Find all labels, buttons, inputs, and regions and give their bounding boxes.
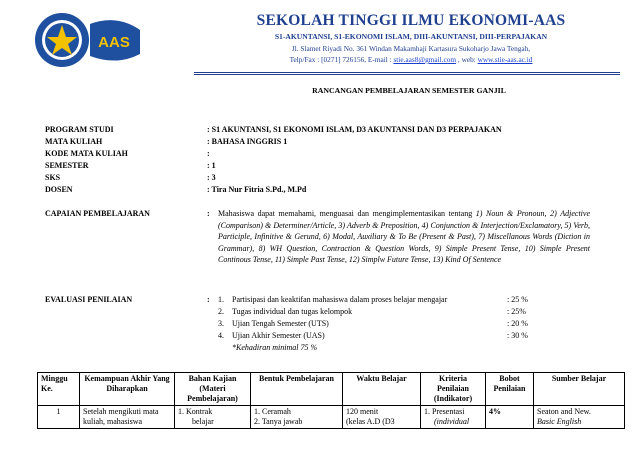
info-value: : 1	[207, 161, 216, 170]
info-value: : 3	[207, 173, 216, 182]
header-bobot: Bobot Penilaian	[486, 373, 534, 406]
cell-waktu	[343, 406, 421, 429]
header-bahan: Bahan Kajian (Materi Pembelajaran)	[175, 373, 251, 406]
outcomes-label: CAPAIAN PEMBELAJARAN	[45, 209, 150, 218]
bahan-line: 1. Kontrak	[178, 407, 213, 416]
outcomes-topics: 1) Noun & Pronoun, 2) Adjective (Comparison) & Determiner/Article, 3) Adverb & Preposition, 4) Conjunction & Interjection/Exclamatory, 5) Verb, Participle, Infinitive & Gerund, 6) Modal, Auxiliary & To Be (Present & Past), 7) Miscellanous Words (Diction in Grammar), 8) WH Question, Contraction & Question Words, 9) Simple Present Tense, 10) Simple Present Continous Tense, 11) Simple Past Tense, 12) Simplw Future Tense, 13) Kind Of Sentence	[218, 209, 591, 265]
assessment-label: EVALUASI PENILAIAN	[45, 295, 133, 304]
sumber-line: Basic English	[537, 417, 582, 426]
attendance-note: *Kehadiran minimal 75 %	[232, 343, 318, 352]
info-label: SEMESTER	[45, 161, 89, 170]
kriteria-line: 1. Presentasi	[424, 407, 465, 416]
item-number: 1.	[218, 295, 224, 304]
cell-kriteria	[421, 406, 486, 429]
waktu-line: 120 menit	[346, 407, 379, 416]
header-kemampuan: Kemampuan Akhir Yang Diharapkan	[80, 373, 175, 406]
sumber-line: Seaton and New.	[537, 407, 591, 416]
item-percent: : 25%	[507, 307, 526, 316]
programs-line: S1-AKUNTANSI, S1-EKONOMI ISLAM, DIII-AKUNTANSI, DIII-PERPAJAKAN	[274, 32, 548, 41]
table-header-row	[38, 373, 625, 406]
document-title: RANCANGAN PEMBELAJARAN SEMESTER GANJIL	[312, 86, 506, 95]
header-divider-2	[194, 74, 620, 75]
cell-minggu: 1	[38, 406, 80, 429]
outcomes-text	[218, 208, 590, 266]
kriteria-line: (individual	[434, 417, 470, 426]
waktu-line: (kelas A.D (D3	[346, 417, 395, 426]
item-number: 3.	[218, 319, 224, 328]
item-number: 2.	[218, 307, 224, 316]
info-value: : BAHASA INGGRIS 1	[207, 137, 288, 146]
rps-table	[37, 372, 625, 429]
bentuk-line: 1. Ceramah	[254, 407, 291, 416]
info-label: PROGRAM STUDI	[45, 125, 114, 134]
header-waktu: Waktu Belajar	[343, 373, 421, 406]
bahan-line: belajar	[192, 417, 214, 426]
institution-logo	[32, 10, 142, 70]
item-percent: : 20 %	[507, 319, 528, 328]
cell-bahan	[175, 406, 251, 429]
institution-title: SEKOLAH TINGGI ILMU EKONOMI-AAS	[256, 12, 566, 29]
cell-bobot: 4%	[486, 406, 534, 429]
contact-mid: , web:	[456, 55, 478, 64]
email-link[interactable]: stie.aas8@gmail.com	[393, 55, 457, 64]
contact-line	[196, 55, 626, 64]
outcomes-colon: :	[207, 209, 210, 218]
outcomes-lead: Mahasiswa dapat memahami, menguasai dan mengimplementasikan tentang	[218, 209, 476, 218]
item-text: Partisipasi dan keaktifan mahasiswa dalam proses belajar mengajar	[232, 295, 448, 304]
info-value: : Tira Nur Fitria S.Pd., M.Pd	[207, 185, 307, 194]
info-label: SKS	[45, 173, 61, 182]
info-label: KODE MATA KULIAH	[45, 149, 128, 158]
item-text: Ujian Tengah Semester (UTS)	[232, 319, 329, 328]
assessment-colon: :	[207, 295, 210, 304]
logo-text: AAS	[98, 34, 130, 51]
header-divider	[194, 72, 620, 73]
cell-kemampuan: Setelah mengikuti mata kuliah, mahasiswa	[80, 406, 175, 429]
info-value: :	[207, 149, 210, 158]
info-label: MATA KULIAH	[45, 137, 103, 146]
web-link[interactable]: www.stie-aas.ac.id	[477, 55, 533, 64]
address-line: Jl. Slamet Riyadi No. 361 Windan Makamhaji Kartasura Sukoharjo Jawa Tengah,	[291, 44, 531, 53]
item-percent: : 25 %	[507, 295, 528, 304]
cell-bentuk	[251, 406, 343, 429]
item-number: 4.	[218, 331, 224, 340]
header-minggu: Minggu Ke.	[38, 373, 80, 406]
item-percent: : 30 %	[507, 331, 528, 340]
header-bentuk: Bentuk Pembelajaran	[251, 373, 343, 406]
table-row	[38, 406, 625, 429]
header-sumber: Sumber Belajar	[534, 373, 625, 406]
contact-prefix: Telp/Fax : [0271] 726156, E-mail :	[289, 55, 394, 64]
info-label: DOSEN	[45, 185, 73, 194]
header-kriteria: Kriteria Penilaian (Indikator)	[421, 373, 486, 406]
bentuk-line: 2. Tanya jawab	[254, 417, 303, 426]
info-value: : S1 AKUNTANSI, S1 EKONOMI ISLAM, D3 AKUNTANSI DAN D3 PERPAJAKAN	[207, 125, 502, 134]
item-text: Tugas individual dan tugas kelompok	[232, 307, 353, 316]
item-text: Ujian Akhir Semester (UAS)	[232, 331, 325, 340]
cell-sumber	[534, 406, 625, 429]
